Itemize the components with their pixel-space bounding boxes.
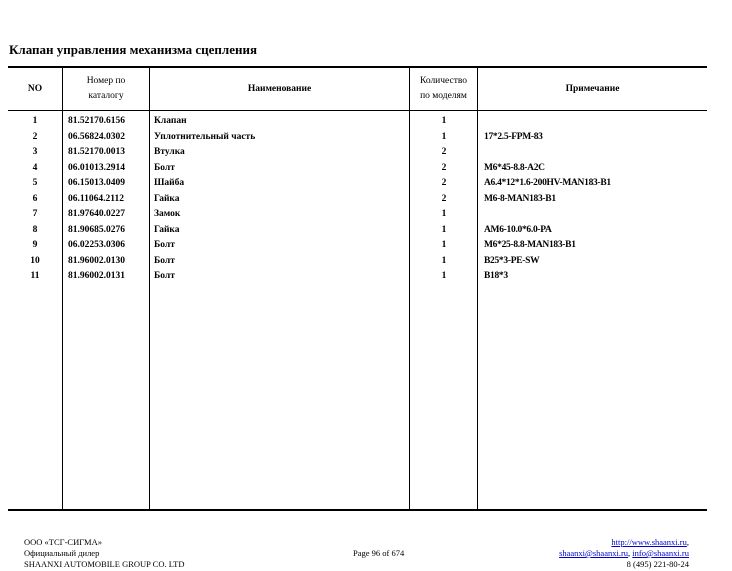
cell-note: B18*3: [484, 271, 508, 281]
cell-catalog: 06.11064.2112: [68, 193, 124, 204]
cell-name: Уплотнительный часть: [154, 131, 256, 142]
header-catalog-line1: Номер по: [86, 76, 126, 86]
cell-no: 6: [32, 193, 38, 204]
cell-name: Замок: [154, 209, 181, 219]
header-catalog-line2: каталогу: [88, 91, 124, 101]
footer-contacts: http://www.shaanxi.ru, shaanxi@shaanxi.ru, info@shaanxi.ru 8 (495) 221-80-24: [559, 537, 689, 569]
table-row: [8, 207, 707, 223]
cell-no: 8: [32, 224, 38, 235]
cell-catalog: 06.15013.0409: [68, 178, 125, 188]
cell-name: Гайка: [154, 193, 180, 204]
footer-company-name: ООО «ТСГ-СИГМА»: [24, 537, 102, 547]
header-no: NO: [27, 83, 43, 94]
cell-catalog: 06.01013.2914: [68, 162, 125, 173]
cell-no: 1: [32, 116, 38, 126]
email-link[interactable]: shaanxi@shaanxi.ru: [559, 548, 629, 558]
page-title: Клапан управления механизма сцепления: [9, 42, 258, 57]
header-catalog: [63, 68, 149, 110]
cell-name: Шайба: [154, 178, 185, 188]
cell-name: Болт: [154, 240, 175, 250]
header-name: Наименование: [247, 83, 312, 94]
cell-qty: 1: [441, 271, 447, 281]
cell-catalog: 81.52170.0013: [68, 147, 125, 157]
cell-no: 3: [32, 147, 38, 157]
cell-no: 9: [32, 240, 38, 250]
cell-qty: 1: [441, 209, 447, 219]
cell-qty: 1: [441, 240, 447, 250]
cell-qty: 2: [441, 178, 447, 188]
cell-name: Гайка: [154, 224, 180, 235]
cell-note: 17*2.5-FPM-83: [484, 131, 543, 142]
cell-no: 7: [32, 209, 38, 219]
cell-name: Клапан: [154, 116, 187, 126]
cell-catalog: 81.90685.0276: [68, 224, 125, 235]
table-row: [8, 254, 707, 270]
cell-name: Втулка: [154, 147, 185, 157]
cell-name: Болт: [154, 271, 175, 281]
cell-no: 2: [32, 131, 38, 142]
cell-qty: 1: [441, 255, 447, 266]
cell-note: AM6-10.0*6.0-PA: [484, 224, 552, 235]
table-row: [8, 269, 707, 285]
cell-qty: 1: [441, 224, 447, 235]
site-link[interactable]: http://www.shaanxi.ru: [611, 537, 687, 547]
table-row: [8, 130, 707, 146]
footer-dealer: Официальный дилер: [24, 548, 100, 558]
cell-qty: 2: [441, 147, 447, 157]
cell-name: Болт: [154, 255, 175, 266]
header-qty-line2: по моделям: [420, 91, 467, 101]
cell-qty: 2: [441, 193, 447, 204]
cell-note: B25*3-PE-SW: [484, 255, 540, 266]
cell-no: 5: [32, 178, 38, 188]
table-row: [8, 223, 707, 239]
cell-catalog: 06.56824.0302: [68, 131, 125, 142]
parts-table: [8, 66, 707, 511]
cell-catalog: 81.96002.0131: [68, 271, 125, 281]
cell-note: A6.4*12*1.6-200HV-MAN183-B1: [484, 178, 611, 188]
cell-catalog: 81.97640.0227: [68, 209, 125, 219]
cell-catalog: 06.02253.0306: [68, 240, 125, 250]
cell-note: M6*25-8.8-MAN183-B1: [484, 240, 576, 250]
cell-note: M6*45-8.8-A2C: [484, 162, 545, 173]
cell-no: 11: [30, 271, 40, 281]
table-row: [8, 192, 707, 208]
table-row: [8, 145, 707, 161]
cell-catalog: 81.52170.6156: [68, 116, 125, 126]
phone-number: 8 (495) 221-80-24: [626, 559, 689, 569]
cell-qty: 2: [441, 162, 447, 173]
table-row: [8, 161, 707, 177]
header-note: Примечание: [565, 83, 620, 94]
header-divider: [8, 110, 707, 111]
cell-note: M6-8-MAN183-B1: [484, 193, 556, 204]
cell-qty: 1: [441, 131, 447, 142]
footer-company: [24, 537, 185, 570]
cell-qty: 1: [441, 116, 447, 126]
table-row: [8, 238, 707, 254]
footer-group: SHAANXI AUTOMOBILE GROUP CO. LTD: [24, 559, 185, 569]
table-row: [8, 114, 707, 130]
page-number: Page 96 of 674: [353, 548, 405, 558]
cell-no: 10: [30, 255, 40, 266]
email-link-info[interactable]: info@shaanxi.ru: [632, 548, 689, 558]
cell-name: Болт: [154, 162, 175, 173]
header-qty-line1: Количество: [419, 76, 468, 86]
cell-catalog: 81.96002.0130: [68, 255, 125, 266]
header-qty: [410, 68, 477, 110]
table-row: [8, 176, 707, 192]
cell-no: 4: [32, 162, 38, 173]
